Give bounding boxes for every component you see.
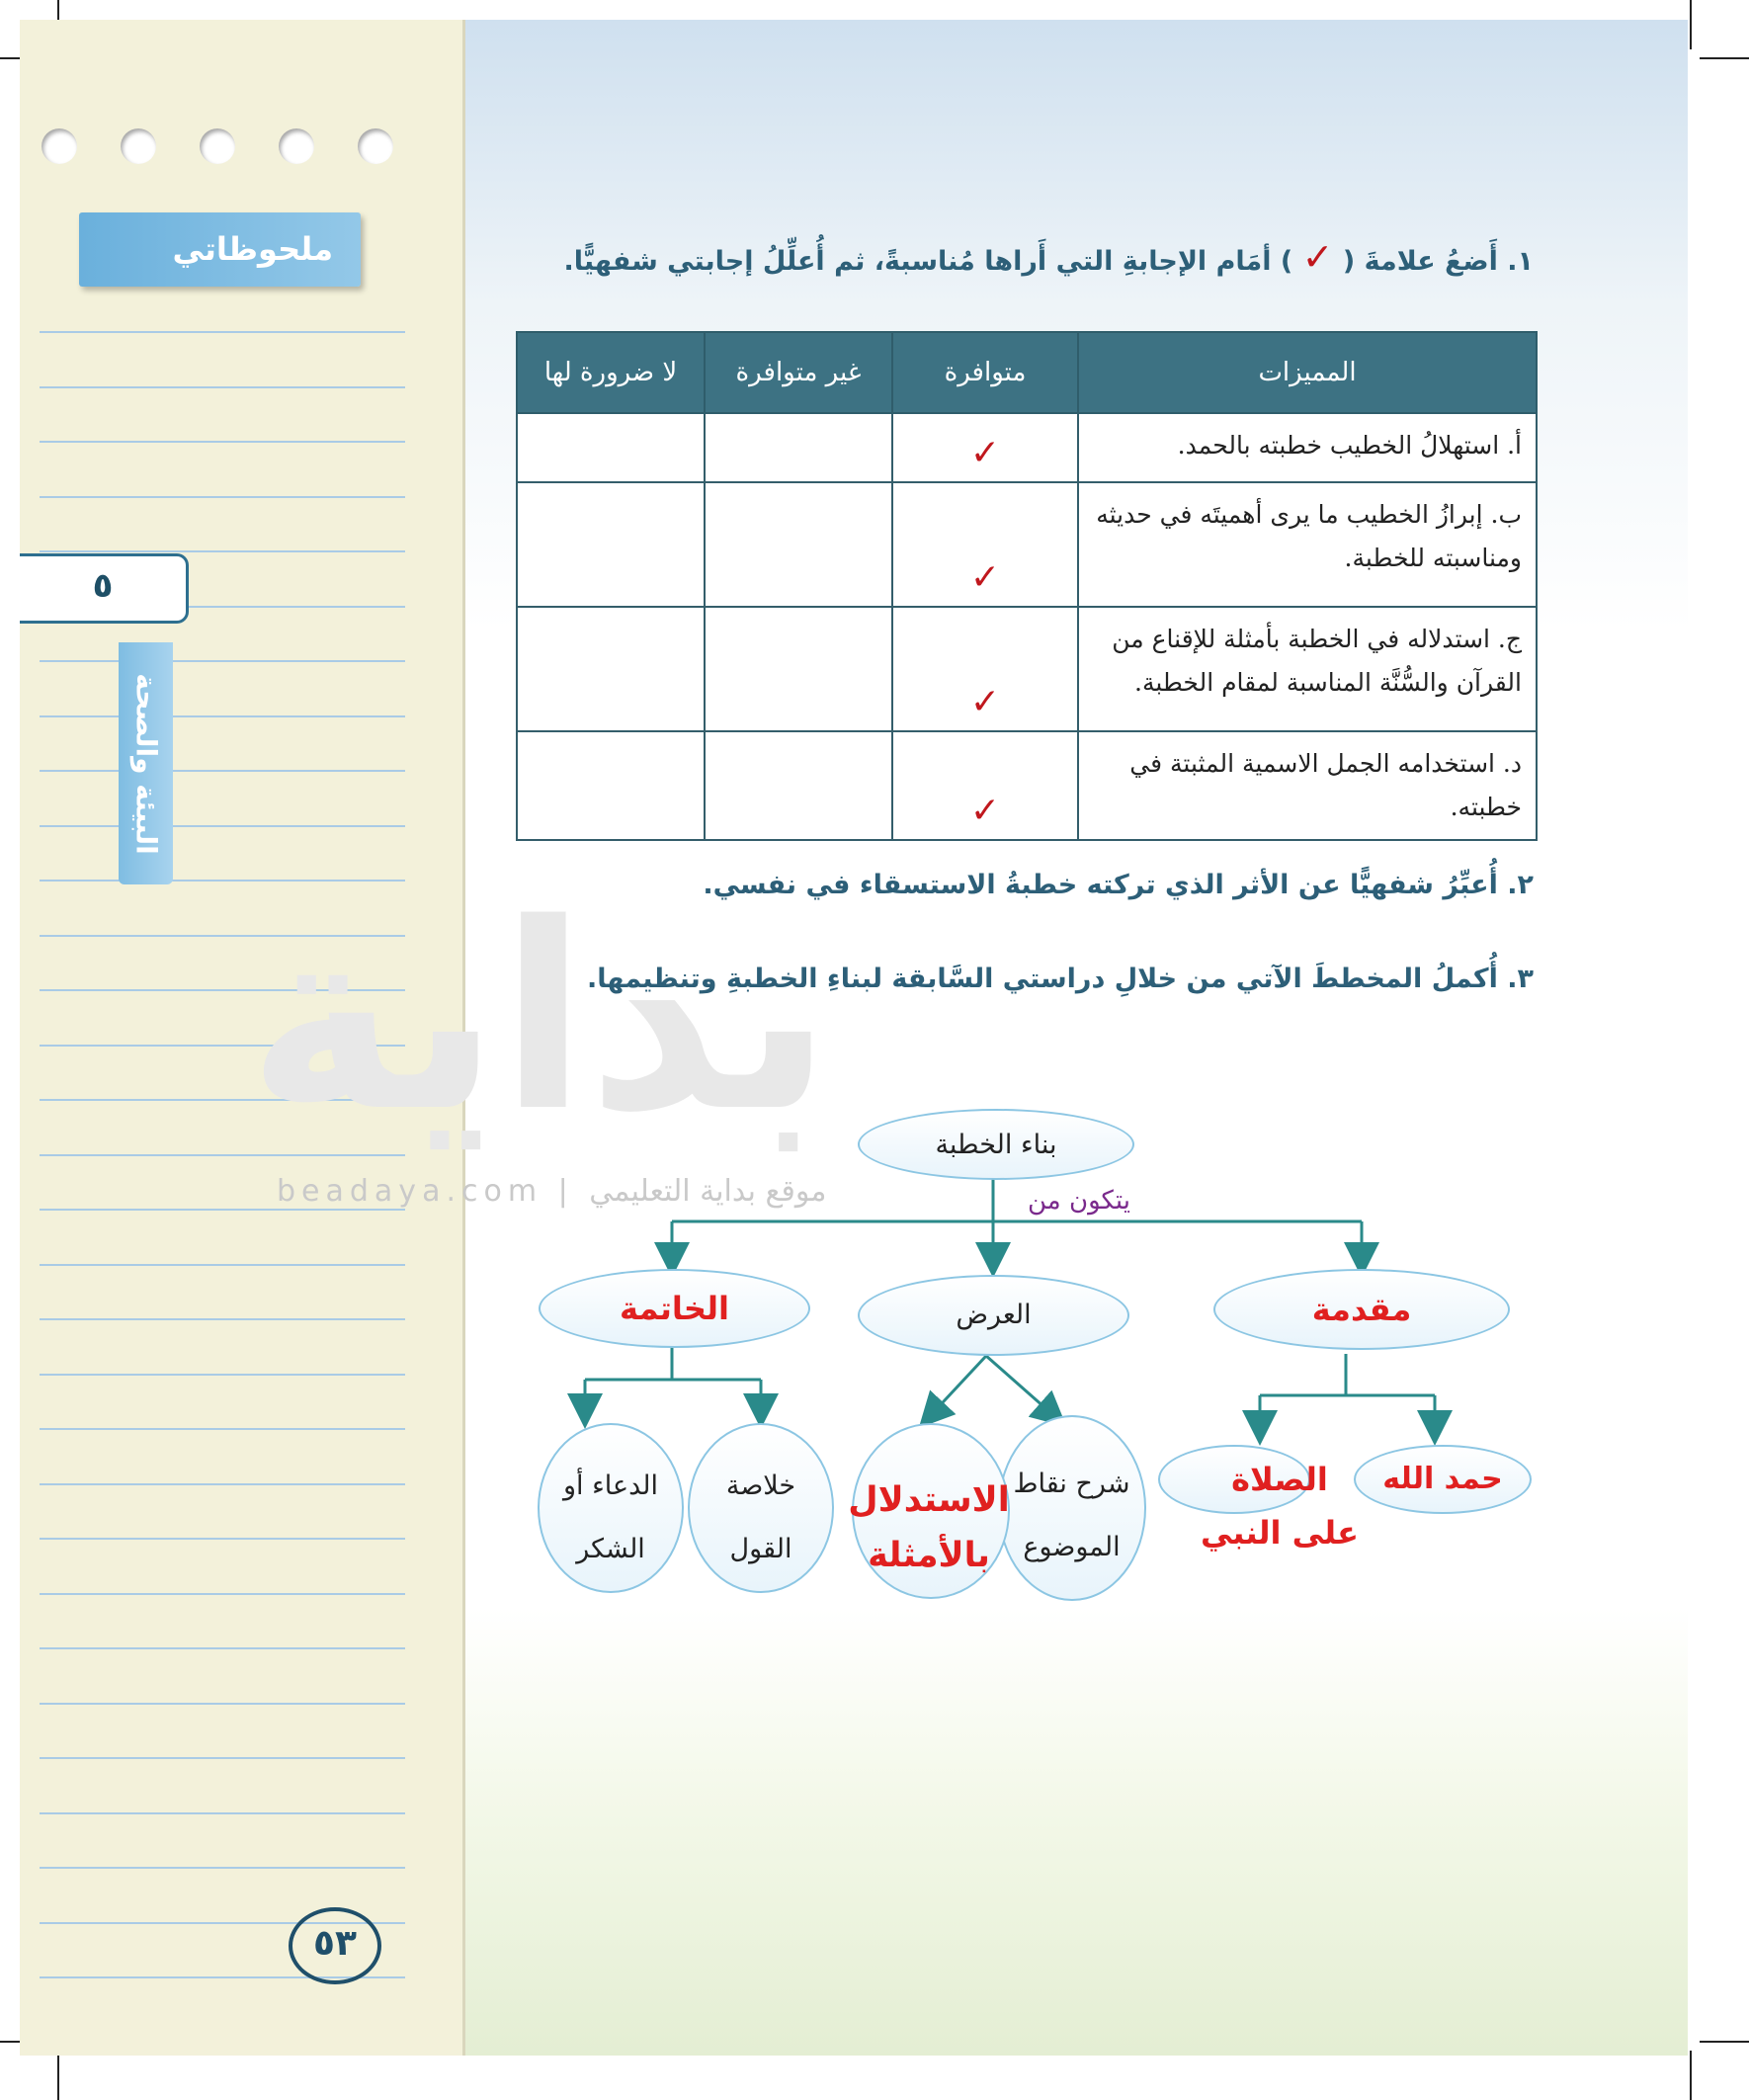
binder-hole: [42, 128, 77, 164]
binder-hole: [200, 128, 235, 164]
crop-mark: [1700, 57, 1749, 59]
notebook-rule-line: [40, 1318, 405, 1320]
diagram-root: بناء الخطبة: [858, 1109, 1134, 1180]
notebook-rule-line: [40, 1374, 405, 1376]
notes-title-tab: [79, 212, 361, 287]
question-1: [564, 235, 1534, 279]
watermark-logo: بداية: [247, 870, 833, 1168]
table-header: غير متوافرة: [705, 332, 892, 413]
crop-mark: [57, 2051, 59, 2100]
notebook-rule-line: [40, 715, 405, 717]
check-cell: ✓: [892, 482, 1078, 607]
crop-mark: [1690, 0, 1692, 49]
empty-cell: [517, 413, 705, 482]
feature-cell: أ. استهلالُ الخطيب خطبته بالحمد.: [1078, 413, 1537, 482]
notebook-rule-line: [40, 550, 405, 552]
notebook-rule-line: [40, 1593, 405, 1595]
notes-title: ملحوظاتي: [172, 230, 333, 268]
diagram-conclusion-prayer: الدعاء أو الشكر: [562, 1470, 659, 1564]
notebook-rule-line: [40, 1812, 405, 1814]
table-header: لا ضرورة لها: [517, 332, 705, 413]
check-icon: ✓: [1301, 235, 1334, 279]
diagram-conclusion: الخاتمة: [539, 1269, 810, 1348]
notebook-rule-line: [40, 1428, 405, 1430]
empty-cell: [705, 482, 892, 607]
diagram-body-evidence: الاستدلال بالأمثلة: [848, 1480, 1010, 1575]
table-header-row: [517, 332, 1537, 413]
empty-cell: [705, 607, 892, 731]
unit-title: البيئة والصحة: [129, 672, 162, 855]
check-cell: ✓: [892, 413, 1078, 482]
feature-cell: ج. استدلاله في الخطبة بأمثلة للإقناع من القرآن والسُّنَّة المناسبة لمقام الخطبة.: [1078, 607, 1537, 731]
watermark-url: beadaya.com | موقع بداية التعليمي: [277, 1174, 827, 1209]
empty-cell: [517, 482, 705, 607]
unit-number-box: [20, 553, 189, 624]
notebook-rule-line: [40, 1483, 405, 1485]
notebook-rule-line: [40, 660, 405, 662]
question-1-text-start: ١. أَضعُ علامةَ (: [1342, 246, 1534, 277]
notebook-rule-line: [40, 496, 405, 498]
empty-cell: [705, 413, 892, 482]
question-1-text-end: ) أمَام الإجابةِ التي أَراها مُناسبةً، ثم أُعلِّلُ إجابتي شفهيًّا.: [563, 246, 1293, 277]
crop-mark: [1690, 2051, 1692, 2100]
diagram-intro: مقدمة: [1213, 1269, 1510, 1350]
question-2: ٢. أُعبِّرُ شفهيًّا عن الأثر الذي تركته خطبةُ الاستسقاء في نفسي.: [703, 870, 1534, 900]
empty-cell: [517, 731, 705, 840]
notebook-rule-line: [40, 1867, 405, 1869]
diagram-body-explain: شرح نقاط الموضوع: [1013, 1469, 1130, 1562]
binder-hole: [279, 128, 314, 164]
check-cell: ✓: [892, 731, 1078, 840]
empty-cell: [517, 607, 705, 731]
binder-hole: [358, 128, 393, 164]
table-row: [517, 482, 1537, 607]
notebook-rule-line: [40, 441, 405, 443]
notebook-rule-line: [40, 1264, 405, 1266]
table-row: [517, 413, 1537, 482]
question-3: ٣. أُكملُ المخططَ الآتي من خلالِ دراستي السَّابقة لبناءِ الخطبةِ وتنظيمها.: [586, 964, 1534, 994]
table-header: المميزات: [1078, 332, 1537, 413]
notebook-rule-line: [40, 825, 405, 827]
empty-cell: [705, 731, 892, 840]
features-table: [516, 331, 1538, 841]
unit-title-tab: [119, 642, 173, 884]
feature-cell: د. استخدامه الجمل الاسمية المثبتة في خطبته.: [1078, 731, 1537, 840]
table-row: [517, 731, 1537, 840]
notebook-rule-line: [40, 1209, 405, 1211]
feature-cell: ب. إبرازُ الخطيب ما يرى أهميتَه في حديثه ومناسبته للخطبة.: [1078, 482, 1537, 607]
notebook-rule-line: [40, 1647, 405, 1649]
notebook-rule-line: [40, 1538, 405, 1540]
table-row: [517, 607, 1537, 731]
notebook-rule-line: [40, 1757, 405, 1759]
crop-mark: [1700, 2041, 1749, 2043]
diagram-intro-prayer: الصلاة على النبي: [1201, 1461, 1359, 1552]
diagram-connector-label: يتكون من: [1028, 1186, 1130, 1216]
check-cell: ✓: [892, 607, 1078, 731]
notebook-rule-line: [40, 770, 405, 772]
binder-hole: [121, 128, 156, 164]
notebook-rule-line: [40, 1703, 405, 1705]
unit-number: ٥: [92, 566, 114, 606]
notebook-rule-line: [40, 386, 405, 388]
notebook-rule-line: [40, 331, 405, 333]
diagram-body: العرض: [858, 1275, 1129, 1356]
page-number-badge: [289, 1907, 381, 1984]
diagram-conclusion-summary: خلاصة القول: [725, 1470, 796, 1564]
page-number: ٥٣: [313, 1923, 357, 1964]
table-header: متوافرة: [892, 332, 1078, 413]
diagram-intro-praise: حمد الله: [1354, 1445, 1532, 1514]
